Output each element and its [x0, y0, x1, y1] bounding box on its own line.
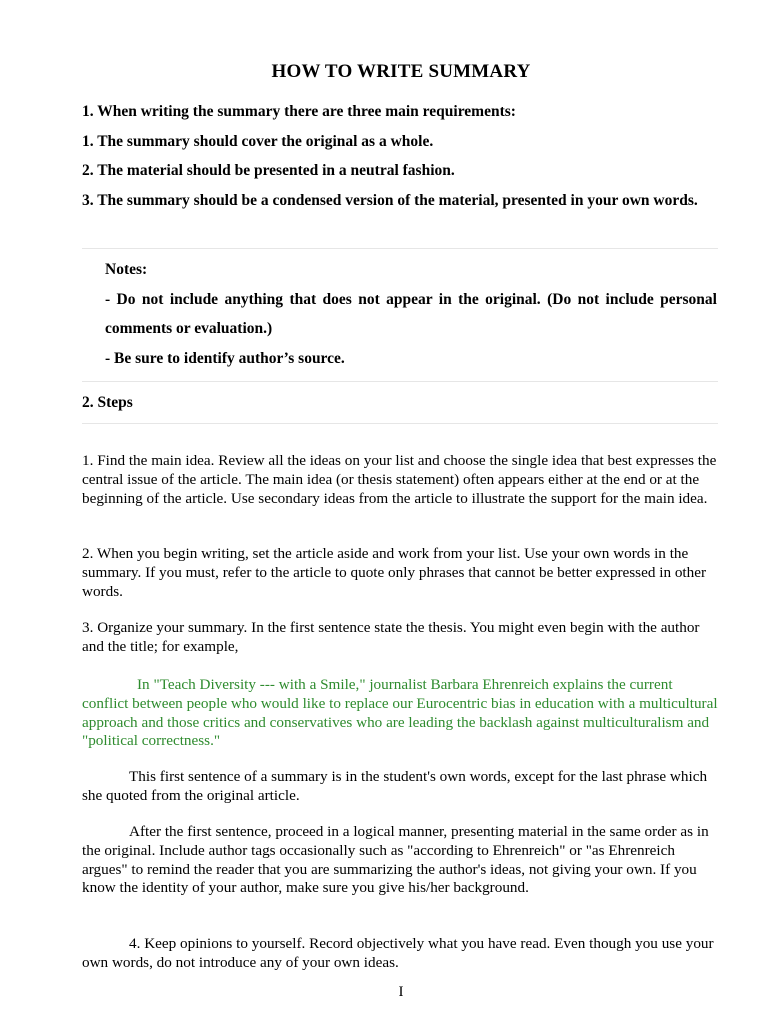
- requirements-heading: 1. When writing the summary there are three main requirements:: [82, 103, 516, 120]
- divider: [82, 423, 718, 424]
- step-4-paragraph: 4. Keep opinions to yourself. Record objectively what you have read. Even though you use your own words, do not introduce any of your own ideas.: [82, 935, 714, 971]
- page-title: HOW TO WRITE SUMMARY: [271, 61, 531, 82]
- notes-section: [105, 255, 717, 373]
- requirements-section: [82, 97, 718, 215]
- example-quote: [82, 676, 722, 751]
- divider: [82, 248, 718, 249]
- page-number: I: [398, 984, 404, 1000]
- first-sentence-paragraph: This first sentence of a summary is in the student's own words, except for the last phrase which she quoted from the original article.: [82, 768, 708, 804]
- divider: [82, 381, 718, 382]
- step-2-paragraph: 2. When you begin writing, set the article aside and work from your list. Use your own words in the summary. If you must, refer to the article to quote only phrases that cannot be better expressed in other words.: [82, 545, 707, 600]
- step-1-paragraph: 1. Find the main idea. Review all the ideas on your list and choose the single idea that best expresses the central issue of the article. The main idea (or thesis statement) often appears either at the end or at the beginning of the article. Use secondary ideas from the article to illustrate the support for the main idea.: [82, 452, 717, 507]
- steps-heading: 2. Steps: [82, 394, 133, 411]
- requirement-item: 3. The summary should be a condensed version of the material, presented in your own words.: [82, 191, 698, 209]
- example-quote-text: In "Teach Diversity --- with a Smile," journalist Barbara Ehrenreich explains the current conflict between people who would like to replace our Eurocentric bias in education with a multicultural approach and those critics and conservatives who are leading the backlash against multiculturalism and "political correctness.": [82, 676, 718, 750]
- after-first-sentence-paragraph: After the first sentence, proceed in a logical manner, presenting material in the same order as in the original. Include author tags occasionally such as "according to Ehrenreich" or "as Ehrenreich argues" to remind the reader that you are summarizing the author's ideas, not giving your own. If you know the identity of your author, make sure you give his/her background.: [82, 823, 709, 897]
- requirement-item: 1. The summary should cover the original as a whole.: [82, 132, 434, 150]
- step-3-paragraph: 3. Organize your summary. In the first sentence state the thesis. You might even begin with the author and the title; for example,: [82, 619, 700, 655]
- note-item: - Do not include anything that does not appear in the original. (Do not include personal comments or evaluation.): [105, 290, 717, 337]
- note-item: - Be sure to identify author’s source.: [105, 349, 345, 367]
- notes-heading: Notes:: [105, 261, 148, 278]
- requirement-item: 2. The material should be presented in a neutral fashion.: [82, 162, 455, 179]
